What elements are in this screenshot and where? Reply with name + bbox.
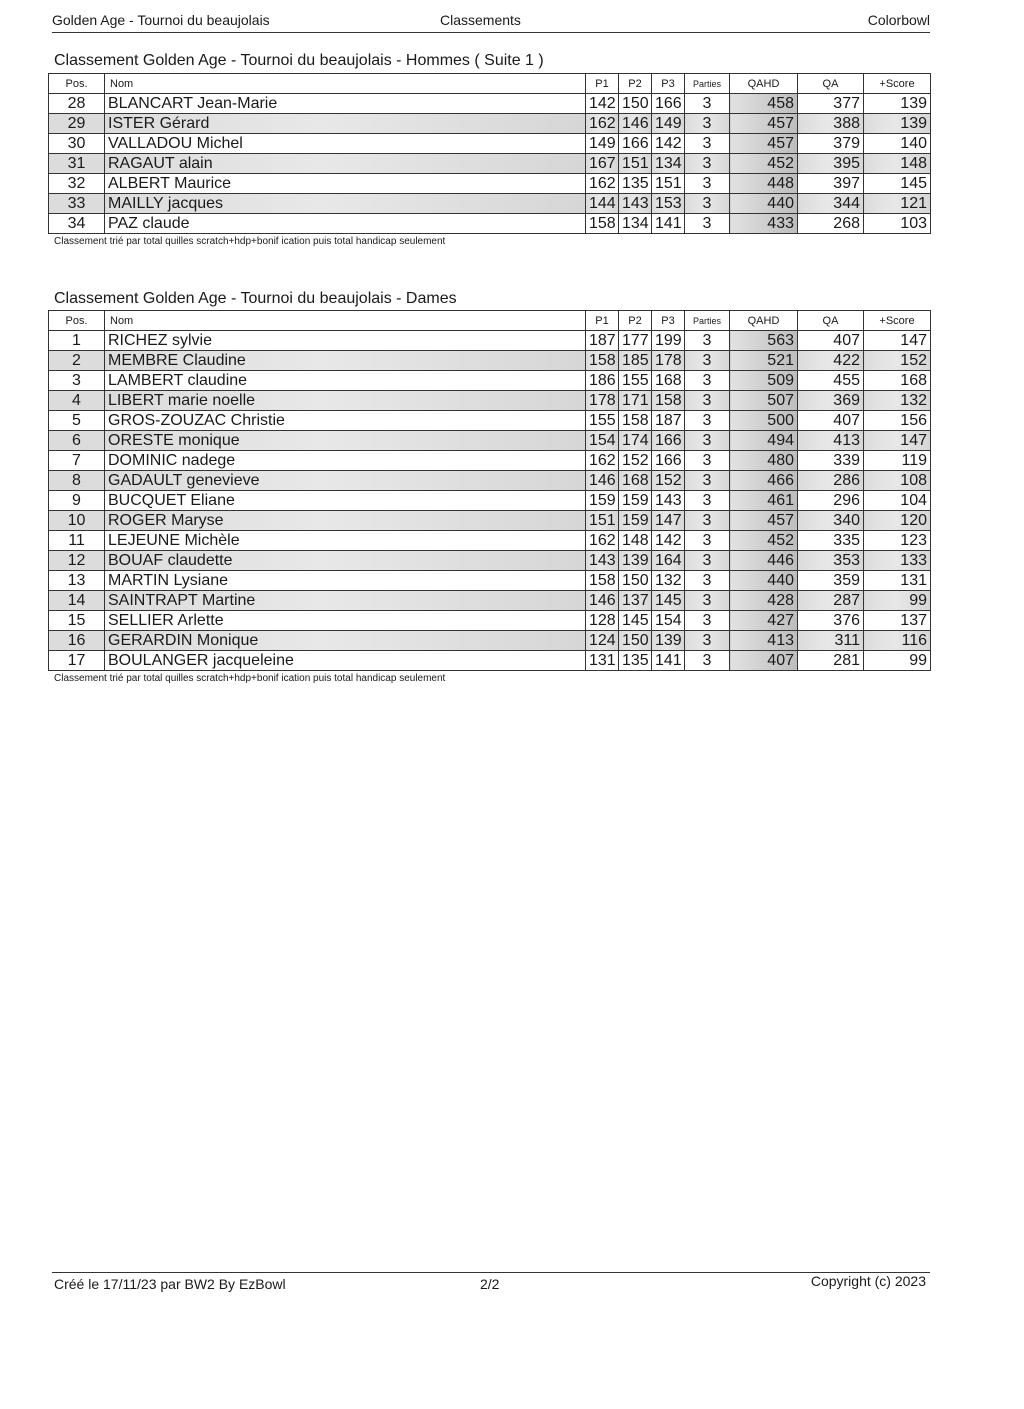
- cell-qa: 407: [798, 331, 864, 351]
- cell-qahd: 440: [730, 571, 798, 591]
- cell-p2: 143: [619, 194, 652, 214]
- cell-p1: 142: [586, 94, 619, 114]
- cell-qahd: 413: [730, 631, 798, 651]
- cell-pos: 14: [49, 591, 105, 611]
- cell-qahd: 461: [730, 491, 798, 511]
- cell-p1: 131: [586, 651, 619, 671]
- cell-pos: 5: [49, 411, 105, 431]
- cell-score: 140: [864, 134, 931, 154]
- cell-p2: 135: [619, 174, 652, 194]
- cell-p2: 174: [619, 431, 652, 451]
- cell-qa: 369: [798, 391, 864, 411]
- cell-p2: 158: [619, 411, 652, 431]
- cell-qahd: 521: [730, 351, 798, 371]
- cell-parties: 3: [685, 471, 730, 491]
- cell-qahd: 446: [730, 551, 798, 571]
- cell-parties: 3: [685, 431, 730, 451]
- cell-nom: GERARDIN Monique: [105, 631, 586, 651]
- cell-qa: 455: [798, 371, 864, 391]
- cell-score: 103: [864, 214, 931, 234]
- cell-p3: 166: [652, 94, 685, 114]
- cell-p3: 178: [652, 351, 685, 371]
- cell-p1: 162: [586, 174, 619, 194]
- cell-qahd: 428: [730, 591, 798, 611]
- cell-p3: 139: [652, 631, 685, 651]
- cell-parties: 3: [685, 214, 730, 234]
- cell-qa: 344: [798, 194, 864, 214]
- cell-pos: 28: [49, 94, 105, 114]
- cell-parties: 3: [685, 451, 730, 471]
- cell-p1: 187: [586, 331, 619, 351]
- cell-p1: 154: [586, 431, 619, 451]
- cell-score: 148: [864, 154, 931, 174]
- cell-parties: 3: [685, 571, 730, 591]
- cell-nom: GADAULT genevieve: [105, 471, 586, 491]
- cell-p3: 143: [652, 491, 685, 511]
- cell-nom: SELLIER Arlette: [105, 611, 586, 631]
- cell-score: 137: [864, 611, 931, 631]
- col-qahd: QAHD: [730, 311, 798, 331]
- table-row: [49, 451, 931, 471]
- table-row: [49, 371, 931, 391]
- cell-nom: BUCQUET Eliane: [105, 491, 586, 511]
- cell-qahd: 466: [730, 471, 798, 491]
- cell-nom: RICHEZ sylvie: [105, 331, 586, 351]
- table-row: [49, 491, 931, 511]
- cell-p3: 149: [652, 114, 685, 134]
- col-p2: P2: [619, 74, 652, 94]
- cell-p1: 186: [586, 371, 619, 391]
- cell-qa: 377: [798, 94, 864, 114]
- table-row: [49, 431, 931, 451]
- cell-p3: 145: [652, 591, 685, 611]
- table-row: [49, 531, 931, 551]
- cell-pos: 31: [49, 154, 105, 174]
- cell-p2: 177: [619, 331, 652, 351]
- cell-qa: 413: [798, 431, 864, 451]
- col-pos: Pos.: [49, 74, 105, 94]
- cell-score: 139: [864, 114, 931, 134]
- cell-nom: PAZ claude: [105, 214, 586, 234]
- cell-pos: 34: [49, 214, 105, 234]
- cell-pos: 11: [49, 531, 105, 551]
- cell-p3: 147: [652, 511, 685, 531]
- header-event-name: Golden Age - Tournoi du beaujolais: [52, 12, 270, 28]
- cell-parties: 3: [685, 511, 730, 531]
- cell-score: 108: [864, 471, 931, 491]
- cell-p1: 143: [586, 551, 619, 571]
- cell-p3: 152: [652, 471, 685, 491]
- cell-qa: 388: [798, 114, 864, 134]
- cell-nom: BOULANGER jacqueleine: [105, 651, 586, 671]
- cell-qa: 340: [798, 511, 864, 531]
- cell-qa: 281: [798, 651, 864, 671]
- cell-nom: DOMINIC nadege: [105, 451, 586, 471]
- cell-p1: 144: [586, 194, 619, 214]
- cell-score: 139: [864, 94, 931, 114]
- cell-p2: 171: [619, 391, 652, 411]
- footer-copyright: Copyright (c) 2023: [810, 1273, 926, 1289]
- cell-p2: 134: [619, 214, 652, 234]
- cell-p2: 150: [619, 571, 652, 591]
- cell-p1: 167: [586, 154, 619, 174]
- cell-qa: 379: [798, 134, 864, 154]
- cell-nom: ISTER Gérard: [105, 114, 586, 134]
- table-row: [49, 154, 931, 174]
- cell-parties: 3: [685, 551, 730, 571]
- cell-qa: 376: [798, 611, 864, 631]
- table-row: [49, 391, 931, 411]
- cell-parties: 3: [685, 174, 730, 194]
- cell-p1: 151: [586, 511, 619, 531]
- cell-score: 147: [864, 431, 931, 451]
- cell-p3: 134: [652, 154, 685, 174]
- cell-p1: 128: [586, 611, 619, 631]
- cell-parties: 3: [685, 631, 730, 651]
- cell-qahd: 507: [730, 391, 798, 411]
- cell-qahd: 433: [730, 214, 798, 234]
- cell-parties: 3: [685, 94, 730, 114]
- cell-qahd: 480: [730, 451, 798, 471]
- cell-qahd: 457: [730, 511, 798, 531]
- table-row: [49, 411, 931, 431]
- cell-score: 119: [864, 451, 931, 471]
- cell-p3: 154: [652, 611, 685, 631]
- cell-p1: 124: [586, 631, 619, 651]
- table-header-row: [49, 74, 931, 94]
- cell-qa: 339: [798, 451, 864, 471]
- table-row: [49, 214, 931, 234]
- cell-p2: 151: [619, 154, 652, 174]
- cell-qa: 353: [798, 551, 864, 571]
- col-qa: QA: [798, 311, 864, 331]
- cell-p2: 145: [619, 611, 652, 631]
- cell-p2: 135: [619, 651, 652, 671]
- cell-pos: 30: [49, 134, 105, 154]
- dames-table: [48, 310, 931, 671]
- cell-p1: 158: [586, 214, 619, 234]
- cell-pos: 33: [49, 194, 105, 214]
- cell-pos: 8: [49, 471, 105, 491]
- cell-p2: 155: [619, 371, 652, 391]
- cell-score: 168: [864, 371, 931, 391]
- cell-nom: GROS-ZOUZAC Christie: [105, 411, 586, 431]
- cell-pos: 2: [49, 351, 105, 371]
- cell-pos: 15: [49, 611, 105, 631]
- table-row: [49, 611, 931, 631]
- cell-parties: 3: [685, 154, 730, 174]
- cell-p1: 178: [586, 391, 619, 411]
- cell-pos: 10: [49, 511, 105, 531]
- cell-parties: 3: [685, 591, 730, 611]
- cell-p1: 162: [586, 531, 619, 551]
- cell-parties: 3: [685, 351, 730, 371]
- cell-score: 152: [864, 351, 931, 371]
- table-row: [49, 94, 931, 114]
- cell-qa: 422: [798, 351, 864, 371]
- col-p1: P1: [586, 311, 619, 331]
- cell-score: 123: [864, 531, 931, 551]
- cell-nom: BLANCART Jean-Marie: [105, 94, 586, 114]
- cell-p3: 142: [652, 531, 685, 551]
- cell-pos: 13: [49, 571, 105, 591]
- dames-title: Classement Golden Age - Tournoi du beaujolais - Dames: [54, 290, 457, 307]
- page-footer: [52, 1272, 930, 1297]
- col-qa: QA: [798, 74, 864, 94]
- table-row: [49, 134, 931, 154]
- cell-parties: 3: [685, 391, 730, 411]
- cell-nom: ROGER Maryse: [105, 511, 586, 531]
- cell-nom: LAMBERT claudine: [105, 371, 586, 391]
- cell-p2: 137: [619, 591, 652, 611]
- cell-qahd: 407: [730, 651, 798, 671]
- page-header: [52, 12, 930, 33]
- col-p3: P3: [652, 74, 685, 94]
- cell-p2: 168: [619, 471, 652, 491]
- cell-qa: 397: [798, 174, 864, 194]
- cell-nom: MAILLY jacques: [105, 194, 586, 214]
- cell-p3: 166: [652, 451, 685, 471]
- cell-score: 99: [864, 651, 931, 671]
- cell-p1: 146: [586, 591, 619, 611]
- cell-p2: 148: [619, 531, 652, 551]
- cell-qahd: 457: [730, 134, 798, 154]
- cell-qahd: 440: [730, 194, 798, 214]
- cell-qa: 311: [798, 631, 864, 651]
- dames-note: Classement trié par total quilles scratch+hdp+bonif ication puis total handicap seulement: [54, 673, 446, 684]
- cell-qahd: 452: [730, 531, 798, 551]
- table-row: [49, 114, 931, 134]
- cell-qahd: 494: [730, 431, 798, 451]
- cell-p3: 168: [652, 371, 685, 391]
- col-qahd: QAHD: [730, 74, 798, 94]
- cell-p2: 150: [619, 94, 652, 114]
- col-nom: Nom: [105, 311, 586, 331]
- cell-p1: 158: [586, 571, 619, 591]
- cell-p3: 164: [652, 551, 685, 571]
- table-row: [49, 174, 931, 194]
- cell-p3: 151: [652, 174, 685, 194]
- cell-parties: 3: [685, 134, 730, 154]
- cell-p2: 166: [619, 134, 652, 154]
- table-row: [49, 551, 931, 571]
- cell-pos: 32: [49, 174, 105, 194]
- table-header-row: [49, 311, 931, 331]
- col-pos: Pos.: [49, 311, 105, 331]
- cell-p3: 141: [652, 214, 685, 234]
- cell-qa: 268: [798, 214, 864, 234]
- col-score: +Score: [864, 74, 931, 94]
- cell-pos: 17: [49, 651, 105, 671]
- table-row: [49, 331, 931, 351]
- cell-qa: 287: [798, 591, 864, 611]
- cell-p2: 146: [619, 114, 652, 134]
- cell-score: 156: [864, 411, 931, 431]
- cell-parties: 3: [685, 194, 730, 214]
- cell-qa: 395: [798, 154, 864, 174]
- col-parties: Parties: [685, 311, 730, 331]
- cell-qa: 335: [798, 531, 864, 551]
- cell-parties: 3: [685, 331, 730, 351]
- col-parties: Parties: [685, 74, 730, 94]
- col-p2: P2: [619, 311, 652, 331]
- cell-p1: 155: [586, 411, 619, 431]
- cell-score: 133: [864, 551, 931, 571]
- cell-nom: ORESTE monique: [105, 431, 586, 451]
- footer-created: Créé le 17/11/23 par BW2 By EzBowl: [54, 1276, 286, 1292]
- cell-p1: 146: [586, 471, 619, 491]
- cell-p2: 185: [619, 351, 652, 371]
- cell-qahd: 452: [730, 154, 798, 174]
- col-p3: P3: [652, 311, 685, 331]
- cell-qa: 286: [798, 471, 864, 491]
- table-row: [49, 194, 931, 214]
- cell-pos: 7: [49, 451, 105, 471]
- cell-p1: 149: [586, 134, 619, 154]
- cell-parties: 3: [685, 531, 730, 551]
- cell-score: 104: [864, 491, 931, 511]
- col-nom: Nom: [105, 74, 586, 94]
- table-row: [49, 511, 931, 531]
- table-row: [49, 471, 931, 491]
- cell-p1: 159: [586, 491, 619, 511]
- cell-parties: 3: [685, 651, 730, 671]
- cell-pos: 12: [49, 551, 105, 571]
- cell-pos: 1: [49, 331, 105, 351]
- cell-p3: 187: [652, 411, 685, 431]
- cell-parties: 3: [685, 114, 730, 134]
- table-row: [49, 571, 931, 591]
- header-section-name: Classements: [440, 12, 521, 28]
- cell-pos: 9: [49, 491, 105, 511]
- table-row: [49, 631, 931, 651]
- cell-nom: LEJEUNE Michèle: [105, 531, 586, 551]
- cell-score: 131: [864, 571, 931, 591]
- cell-qahd: 427: [730, 611, 798, 631]
- hommes-title: Classement Golden Age - Tournoi du beaujolais - Hommes ( Suite 1 ): [54, 52, 544, 69]
- cell-nom: BOUAF claudette: [105, 551, 586, 571]
- cell-nom: VALLADOU Michel: [105, 134, 586, 154]
- cell-qahd: 457: [730, 114, 798, 134]
- cell-nom: ALBERT Maurice: [105, 174, 586, 194]
- cell-score: 145: [864, 174, 931, 194]
- cell-score: 147: [864, 331, 931, 351]
- cell-parties: 3: [685, 611, 730, 631]
- cell-p3: 141: [652, 651, 685, 671]
- cell-parties: 3: [685, 411, 730, 431]
- cell-qahd: 563: [730, 331, 798, 351]
- cell-score: 99: [864, 591, 931, 611]
- cell-parties: 3: [685, 371, 730, 391]
- cell-score: 116: [864, 631, 931, 651]
- table-row: [49, 351, 931, 371]
- cell-pos: 4: [49, 391, 105, 411]
- cell-nom: MARTIN Lysiane: [105, 571, 586, 591]
- cell-qahd: 458: [730, 94, 798, 114]
- cell-p3: 199: [652, 331, 685, 351]
- cell-p3: 166: [652, 431, 685, 451]
- cell-nom: LIBERT marie noelle: [105, 391, 586, 411]
- header-venue-name: Colorbowl: [867, 12, 930, 28]
- cell-p2: 152: [619, 451, 652, 471]
- col-score: +Score: [864, 311, 931, 331]
- cell-qa: 359: [798, 571, 864, 591]
- cell-p1: 162: [586, 114, 619, 134]
- cell-qa: 296: [798, 491, 864, 511]
- cell-score: 132: [864, 391, 931, 411]
- cell-p3: 142: [652, 134, 685, 154]
- cell-qahd: 509: [730, 371, 798, 391]
- cell-p2: 159: [619, 511, 652, 531]
- cell-pos: 3: [49, 371, 105, 391]
- cell-qahd: 500: [730, 411, 798, 431]
- cell-qahd: 448: [730, 174, 798, 194]
- cell-score: 121: [864, 194, 931, 214]
- table-row: [49, 591, 931, 611]
- cell-nom: RAGAUT alain: [105, 154, 586, 174]
- cell-pos: 29: [49, 114, 105, 134]
- cell-qa: 407: [798, 411, 864, 431]
- hommes-table: [48, 73, 931, 234]
- cell-pos: 16: [49, 631, 105, 651]
- cell-nom: SAINTRAPT Martine: [105, 591, 586, 611]
- cell-pos: 6: [49, 431, 105, 451]
- cell-p3: 153: [652, 194, 685, 214]
- cell-score: 120: [864, 511, 931, 531]
- cell-p2: 150: [619, 631, 652, 651]
- cell-p1: 162: [586, 451, 619, 471]
- table-row: [49, 651, 931, 671]
- cell-p2: 139: [619, 551, 652, 571]
- cell-p3: 132: [652, 571, 685, 591]
- footer-page-number: 2/2: [480, 1276, 500, 1292]
- cell-p1: 158: [586, 351, 619, 371]
- cell-nom: MEMBRE Claudine: [105, 351, 586, 371]
- col-p1: P1: [586, 74, 619, 94]
- cell-parties: 3: [685, 491, 730, 511]
- cell-p3: 158: [652, 391, 685, 411]
- hommes-note: Classement trié par total quilles scratch+hdp+bonif ication puis total handicap seulement: [54, 236, 446, 247]
- cell-p2: 159: [619, 491, 652, 511]
